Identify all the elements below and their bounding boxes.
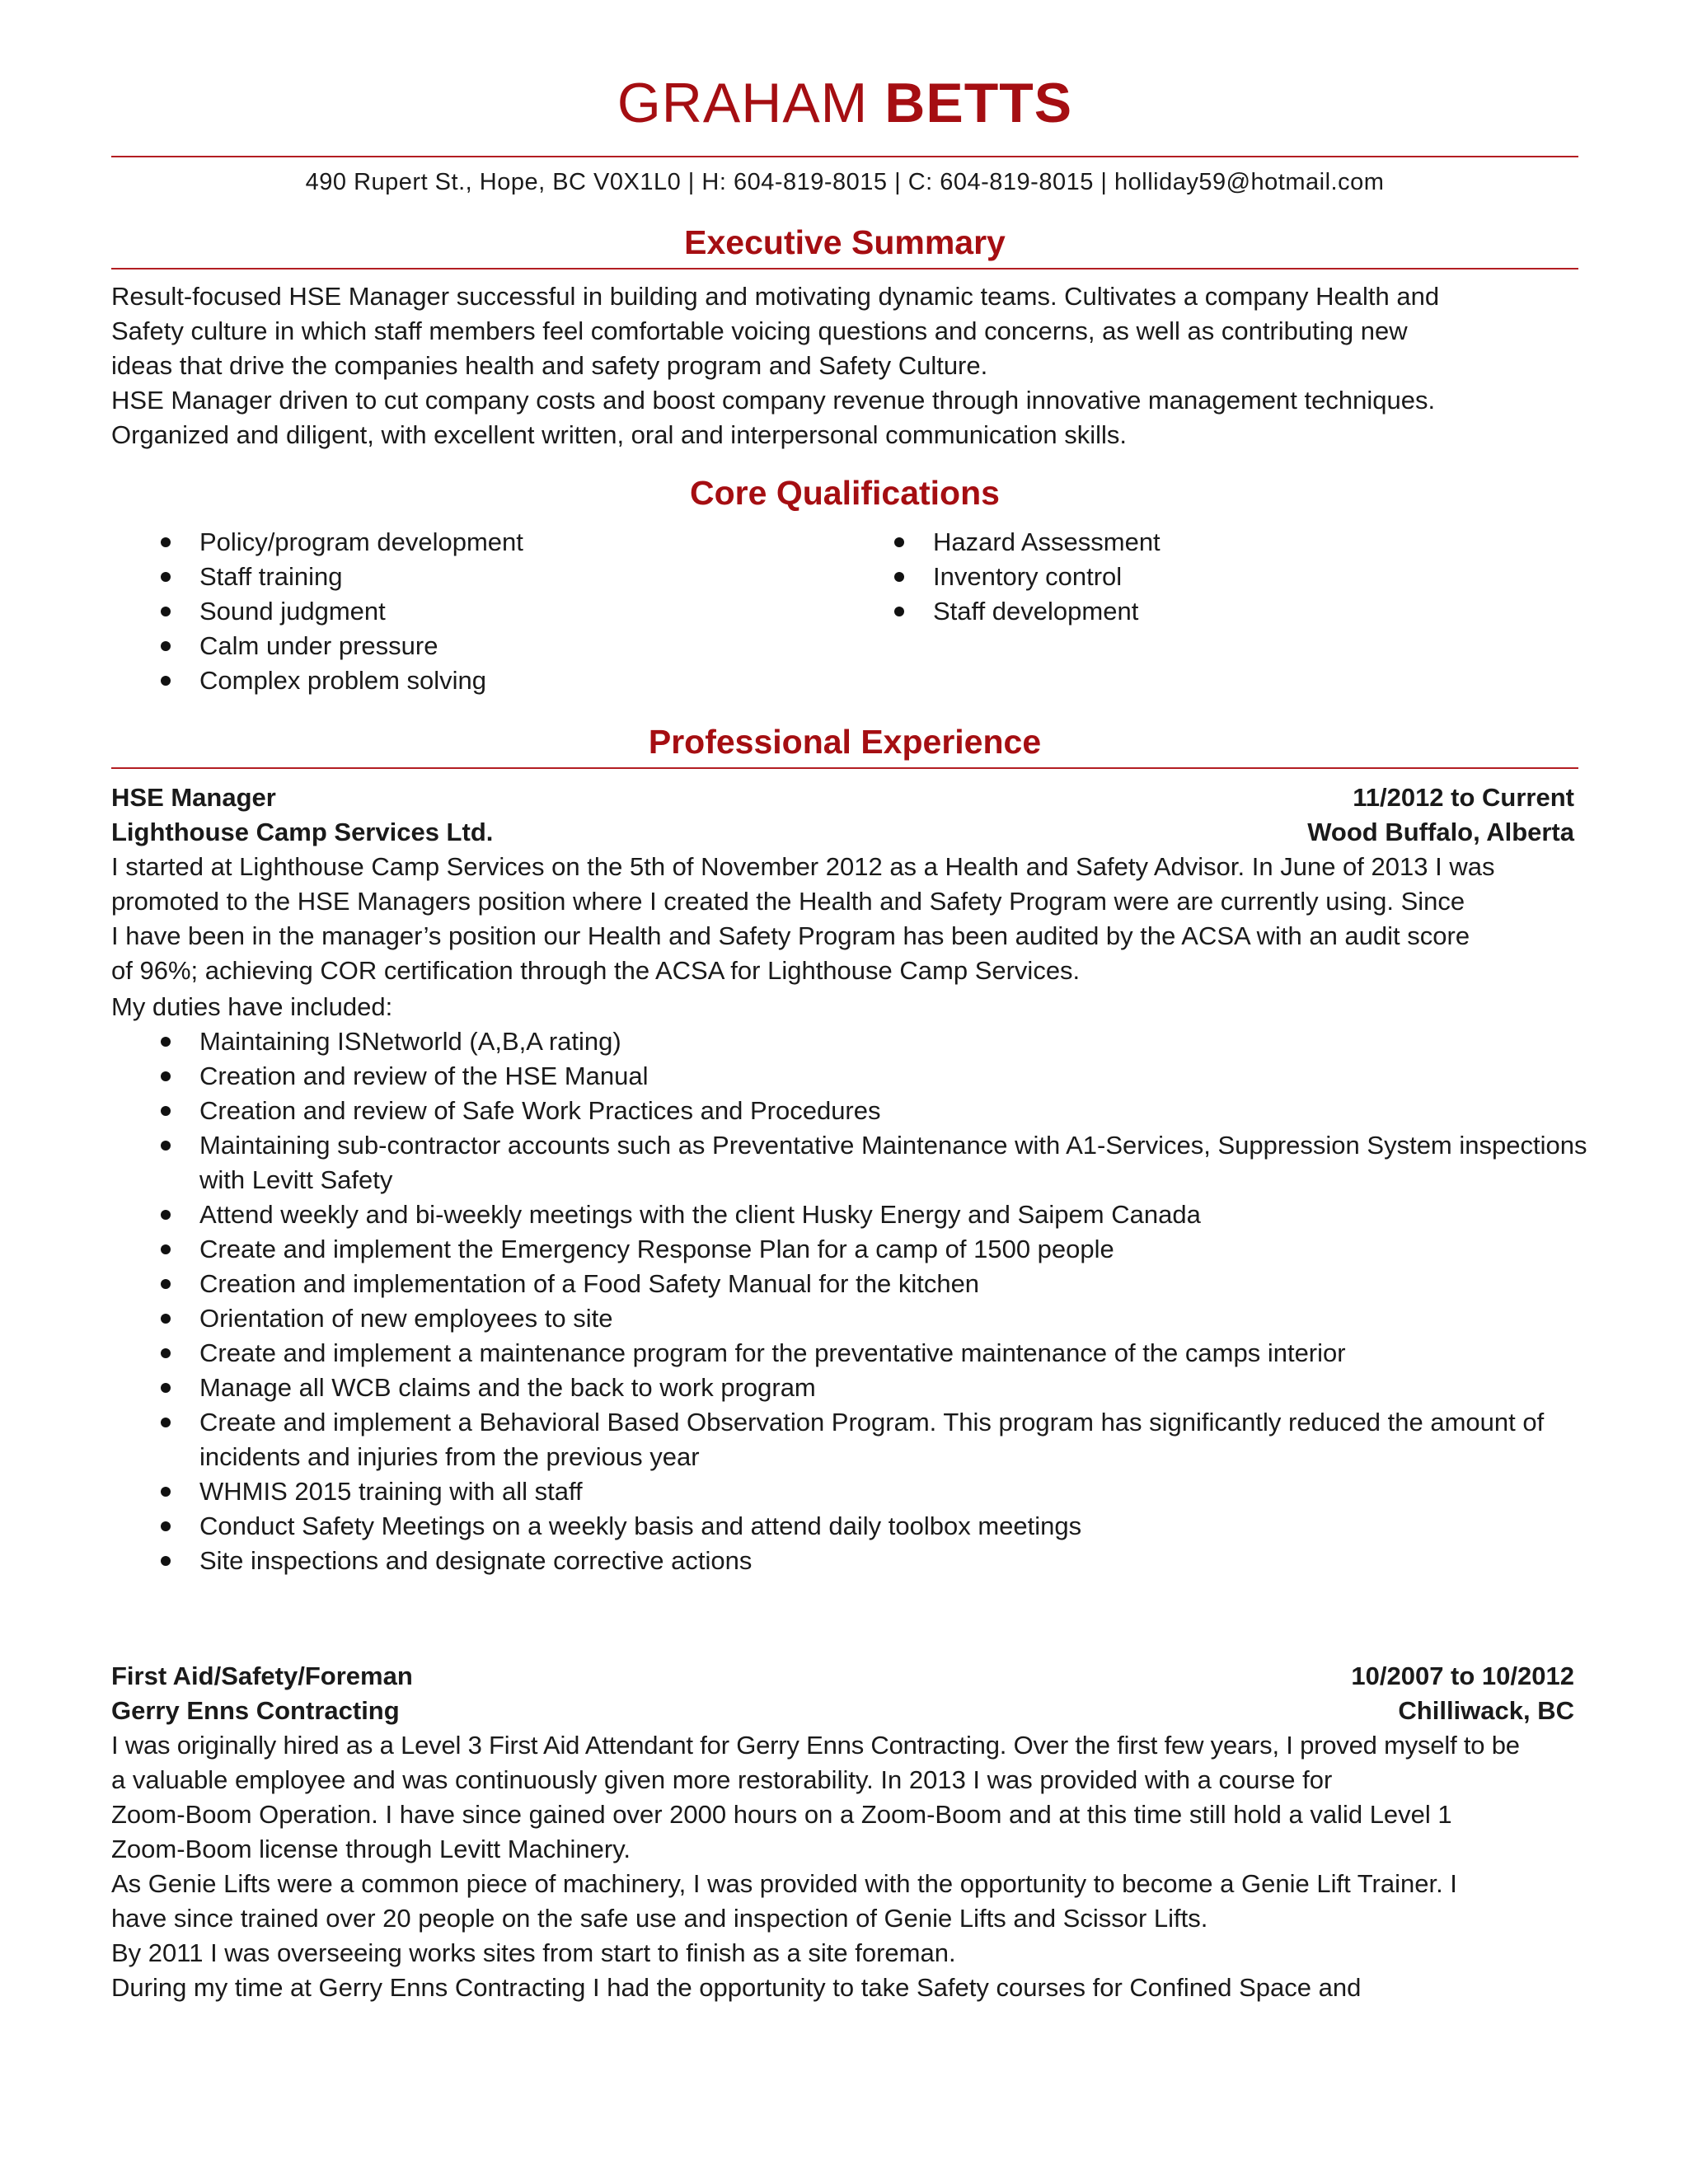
summary-rule [111,268,1578,269]
duty-item: Maintaining sub-contractor accounts such as Preventative Maintenance with A1-Services, Suppression System inspections with Levitt Safety [158,1128,1634,1197]
duty-item: Conduct Safety Meetings on a weekly basis and attend daily toolbox meetings [158,1509,1578,1544]
summary-line: Result-focused HSE Manager successful in building and motivating dynamic teams. Cultivates a company Health and [111,282,1440,311]
duty-item: Maintaining ISNetworld (A,B,A rating) [158,1024,1578,1059]
summary-text [111,279,1578,452]
duty-item: Manage all WCB claims and the back to work program [158,1371,1578,1405]
qualification-item: Complex problem solving [158,663,892,698]
duty-item: Orientation of new employees to site [158,1301,1578,1336]
duty-item: WHMIS 2015 training with all staff [158,1474,1578,1509]
job-description-line: As Genie Lifts were a common piece of machinery, I was provided with the opportunity to become a Genie Lift Trainer. I [111,1869,1457,1898]
job-description-line: of 96%; achieving COR certification through the ACSA for Lighthouse Camp Services. [111,956,1081,985]
duties-intro: My duties have included: [111,992,393,1021]
job-description-line: I started at Lighthouse Camp Services on the 5th of November 2012 as a Health and Safety Advisor. In June of 2013 I was [111,852,1495,881]
first-name: GRAHAM [617,72,869,134]
job-title-row [111,1659,1574,1694]
job-location: Wood Buffalo, Alberta [1307,818,1574,846]
qualification-item: Staff training [158,560,892,594]
job-location: Chilliwack, BC [1398,1696,1574,1725]
job-company: Gerry Enns Contracting [111,1696,400,1725]
job-dates: 10/2007 to 10/2012 [1351,1661,1574,1690]
job-entry [111,780,1587,1578]
qualifications-column-1 [111,525,892,698]
qualification-item: Hazard Assessment [892,525,1160,560]
summary-line: HSE Manager driven to cut company costs and boost company revenue through innovative management techniques. [111,386,1436,415]
qualification-item: Calm under pressure [158,629,892,663]
duty-item: Creation and review of Safe Work Practices and Procedures [158,1094,1578,1128]
job-description-line: I have been in the manager’s position our Health and Safety Program has been audited by the ACSA with an audit score [111,921,1470,950]
job-company-row [111,1694,1574,1728]
section-title-qualifications: Core Qualifications [690,474,1000,512]
duty-item: Creation and implementation of a Food Safety Manual for the kitchen [158,1267,1578,1301]
duty-item: Creation and review of the HSE Manual [158,1059,1578,1094]
job-entry [111,1659,1578,2005]
summary-line: Organized and diligent, with excellent written, oral and interpersonal communication skills. [111,420,1128,449]
qualifications-list [111,525,1578,698]
job-description-line: During my time at Gerry Enns Contracting I had the opportunity to take Safety courses for Confined Space and [111,1973,1362,2002]
job-title-row [111,780,1574,815]
job-role: First Aid/Safety/Foreman [111,1661,413,1690]
qualification-item: Policy/program development [158,525,892,560]
duty-item: Create and implement the Emergency Response Plan for a camp of 1500 people [158,1232,1578,1267]
job-description-line: have since trained over 20 people on the safe use and inspection of Genie Lifts and Scissor Lifts. [111,1904,1208,1933]
job-description-line: By 2011 I was overseeing works sites from start to finish as a site foreman. [111,1938,956,1967]
resume-page [111,0,1587,2005]
header-rule [111,156,1578,157]
duty-item: Create and implement a maintenance program for the preventative maintenance of the camps interior [158,1336,1578,1371]
last-name: BETTS [884,72,1073,134]
summary-line: Safety culture in which staff members feel comfortable voicing questions and concerns, as well as contributing new [111,316,1408,345]
job-description-line: I was originally hired as a Level 3 First Aid Attendant for Gerry Enns Contracting. Over the first few years, I proved myself to be [111,1731,1520,1760]
duty-item: Attend weekly and bi-weekly meetings with the client Husky Energy and Saipem Canada [158,1197,1578,1232]
qualification-item: Inventory control [892,560,1160,594]
job-description-line: Zoom-Boom Operation. I have since gained over 2000 hours on a Zoom-Boom and at this time still hold a valid Level 1 [111,1800,1452,1829]
qualification-item: Sound judgment [158,594,892,629]
experience-rule [111,767,1578,769]
duty-item: Create and implement a Behavioral Based Observation Program. This program has significantly reduced the amount of incidents and injuries from the previous year [158,1405,1617,1474]
job-dates: 11/2012 to Current [1353,783,1574,812]
job-role: HSE Manager [111,783,276,812]
contact-line: 490 Rupert St., Hope, BC V0X1L0 | H: 604-819-8015 | C: 604-819-8015 | holliday59@hotmail.com [305,169,1385,195]
job-description-line: a valuable employee and was continuously given more restorability. In 2013 I was provided with a course for [111,1765,1333,1794]
section-title-summary: Executive Summary [684,223,1006,261]
duties-list [111,1024,1587,1578]
job-description-line: promoted to the HSE Managers position where I created the Health and Safety Program were are currently using. Since [111,887,1465,916]
job-company: Lighthouse Camp Services Ltd. [111,818,494,846]
qualifications-column-2 [892,525,1160,698]
duty-item: Site inspections and designate corrective actions [158,1544,1578,1578]
section-title-experience: Professional Experience [648,723,1042,761]
candidate-name [111,70,1578,136]
summary-line: ideas that drive the companies health and safety program and Safety Culture. [111,351,988,380]
job-description-line: Zoom-Boom license through Levitt Machinery. [111,1835,631,1863]
qualification-item: Staff development [892,594,1160,629]
job-company-row [111,815,1574,850]
